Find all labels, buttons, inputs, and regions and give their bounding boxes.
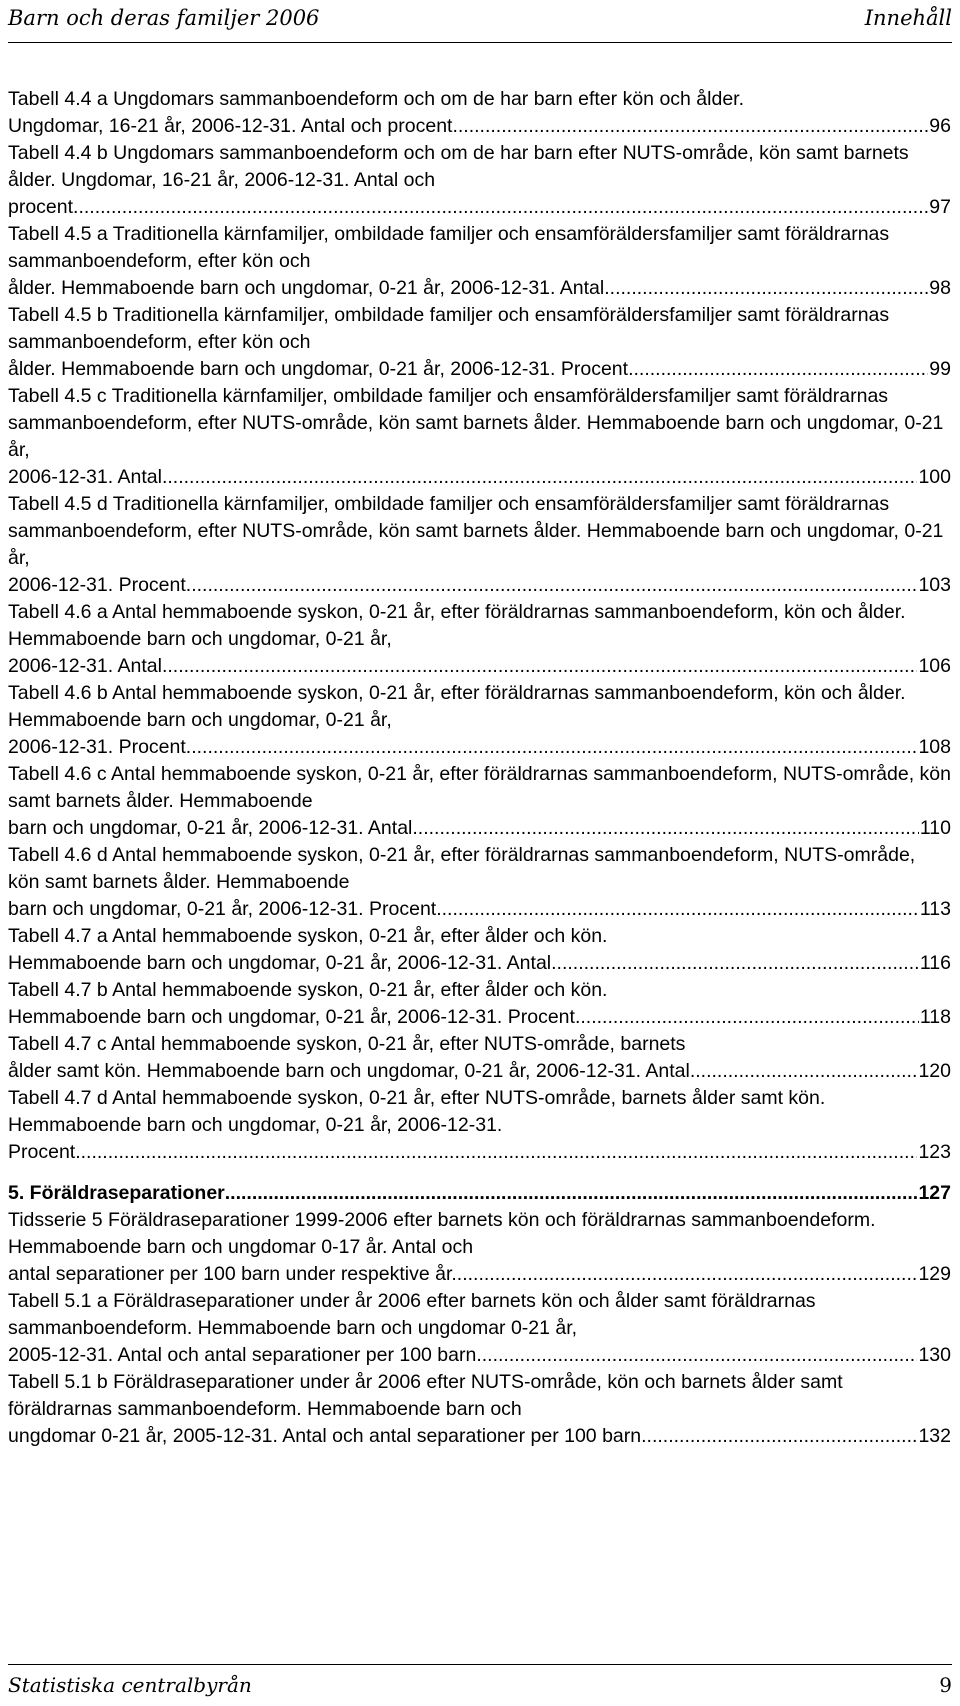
toc-entry[interactable] (8, 1031, 951, 1085)
toc-page-number: 108 (918, 736, 951, 758)
toc-page-number: 113 (919, 898, 951, 920)
toc-entry-text: Tabell 4.6 a Antal hemmaboende syskon, 0-21 år, efter föräldrarnas sammanboendeform, kön och ålder. Hemmaboende barn och ungdomar, 0-21 år, (8, 601, 906, 650)
toc-entry-text: Tabell 4.6 d Antal hemmaboende syskon, 0-21 år, efter föräldrarnas sammanboendeform, NUTS-område, kön samt barnets ålder. Hemmaboende (8, 844, 916, 893)
toc-entry-text: Tabell 4.7 c Antal hemmaboende syskon, 0-21 år, efter NUTS-område, barnets (8, 1033, 686, 1055)
toc-entry-last-line: Procent (8, 1141, 76, 1163)
toc-entry-text: Tabell 4.5 a Traditionella kärnfamiljer, ombildade familjer och ensamföräldersfamiljer samt föräldrarnas sammanboendeform, efter kön och (8, 223, 890, 272)
toc-entry-last-line: ungdomar 0-21 år, 2005-12-31. Antal och antal separationer per 100 barn (8, 1425, 642, 1447)
dot-leader (75, 1139, 917, 1166)
toc-entry-text: Tabell 4.7 d Antal hemmaboende syskon, 0-21 år, efter NUTS-område, barnets ålder samt kön. Hemmaboende barn och ungdomar, 0-21 år, 2006-12-31. (8, 1087, 826, 1136)
dot-leader (457, 1261, 918, 1288)
toc-entry-last-line: ålder samt kön. Hemmaboende barn och ungdomar, 0-21 år, 2006-12-31. Antal (8, 1060, 690, 1082)
page-footer (8, 1664, 952, 1705)
toc-entry-last-line: antal separationer per 100 barn under respektive år. (8, 1263, 457, 1285)
toc-page-number: 116 (919, 952, 951, 974)
toc-entry[interactable] (8, 302, 951, 383)
toc-page-number: 130 (918, 1344, 951, 1366)
toc-entry[interactable] (8, 599, 951, 680)
dot-leader (412, 815, 919, 842)
dot-leader (186, 572, 918, 599)
toc-page-number: 129 (918, 1263, 951, 1285)
footer-page-number: 9 (939, 1673, 952, 1697)
toc-page-number: 97 (929, 196, 951, 218)
toc-page-number: 118 (919, 1006, 951, 1028)
toc-page-number: 127 (918, 1182, 951, 1204)
page-header (8, 6, 952, 43)
toc-entry[interactable] (8, 1369, 951, 1450)
toc-page-number: 100 (918, 466, 951, 488)
toc-entry-text: Tabell 5.1 a Föräldraseparationer under år 2006 efter barnets kön och ålder samt föräldrarnas sammanboendeform. Hemmaboende barn och ungdomar 0-21 år, (8, 1290, 816, 1339)
dot-leader (628, 356, 928, 383)
toc-entry-text: Tabell 5.1 b Föräldraseparationer under år 2006 efter NUTS-område, kön och barnets ålder samt föräldrarnas sammanboendeform. Hemmaboende barn och (8, 1371, 843, 1420)
toc-entry[interactable] (8, 977, 951, 1031)
toc-entry[interactable] (8, 761, 951, 842)
toc-page-number: 98 (929, 277, 951, 299)
toc-entry[interactable] (8, 680, 951, 761)
footer-publisher: Statistiska centralbyrån (8, 1673, 252, 1697)
toc-entry-last-line: 2005-12-31. Antal och antal separationer per 100 barn (8, 1344, 477, 1366)
toc-entry[interactable] (8, 86, 951, 140)
toc-entry-text: Tabell 4.7 b Antal hemmaboende syskon, 0-21 år, efter ålder och kön. (8, 979, 608, 1001)
toc-entry[interactable] (8, 842, 951, 923)
toc-entry-last-line: procent (8, 196, 74, 218)
dot-leader (476, 1342, 917, 1369)
toc-page-number: 103 (918, 574, 951, 596)
toc-entry-last-line: Ungdomar, 16-21 år, 2006-12-31. Antal och procent (8, 115, 453, 137)
toc-page-number: 123 (918, 1141, 951, 1163)
table-of-contents (8, 86, 951, 1450)
toc-entry-text: Tabell 4.4 a Ungdomars sammanboendeform och om de har barn efter kön och ålder. (8, 88, 745, 110)
toc-entry-text: Tabell 4.5 c Traditionella kärnfamiljer, ombildade familjer och ensamföräldersfamiljer samt föräldrarnas sammanboendeform, efter NUTS-område, kön samt barnets ålder. Hemmaboende barn och ungdomar, 0-21 år, (8, 385, 944, 461)
toc-entry[interactable] (8, 1288, 951, 1369)
toc-page-number: 132 (918, 1425, 951, 1447)
dot-leader (641, 1423, 917, 1450)
toc-entry-text: Tabell 4.5 d Traditionella kärnfamiljer, ombildade familjer och ensamföräldersfamiljer samt föräldrarnas sammanboendeform, efter NUTS-område, kön samt barnets ålder. Hemmaboende barn och ungdomar, 0-21 år, (8, 493, 944, 569)
dot-leader (690, 1058, 918, 1085)
toc-entry[interactable] (8, 140, 951, 221)
dot-leader (436, 896, 919, 923)
toc-page-number: 110 (919, 817, 951, 839)
header-section: Innehåll (864, 6, 952, 30)
dot-leader (162, 464, 918, 491)
toc-entry-text: Tidsserie 5 Föräldraseparationer 1999-2006 efter barnets kön och föräldrarnas sammanboendeform. Hemmaboende barn och ungdomar 0-17 år. Antal och (8, 1209, 876, 1258)
toc-entry-text: Tabell 4.4 b Ungdomars sammanboendeform och om de har barn efter NUTS-område, kön samt barnets ålder. Ungdomar, 16-21 år, 2006-12-31. Antal och (8, 142, 909, 191)
toc-entry-last-line: 2006-12-31. Procent (8, 574, 186, 596)
toc-entry[interactable] (8, 1085, 951, 1166)
toc-entry-text: Tabell 4.6 b Antal hemmaboende syskon, 0-21 år, efter föräldrarnas sammanboendeform, kön och ålder. Hemmaboende barn och ungdomar, 0-21 år, (8, 682, 906, 731)
dot-leader (73, 194, 928, 221)
toc-entry-last-line: 2006-12-31. Procent (8, 736, 186, 758)
dot-leader (575, 1004, 919, 1031)
toc-entry-last-line: Hemmaboende barn och ungdomar, 0-21 år, 2006-12-31. Procent (8, 1006, 575, 1028)
toc-entry[interactable] (8, 491, 951, 599)
toc-entry-last-line: Hemmaboende barn och ungdomar, 0-21 år, 2006-12-31. Antal (8, 952, 552, 974)
dot-leader (186, 734, 918, 761)
toc-entry-last-line: barn och ungdomar, 0-21 år, 2006-12-31. Procent (8, 898, 437, 920)
toc-entry[interactable] (8, 221, 951, 302)
toc-entry-last-line: barn och ungdomar, 0-21 år, 2006-12-31. Antal (8, 817, 413, 839)
toc-entry-last-line: ålder. Hemmaboende barn och ungdomar, 0-21 år, 2006-12-31. Procent (8, 358, 629, 380)
toc-entry-last-line: 5. Föräldraseparationer (8, 1182, 225, 1204)
toc-entry-text: Tabell 4.5 b Traditionella kärnfamiljer, ombildade familjer och ensamföräldersfamiljer samt föräldrarnas sammanboendeform, efter kön och (8, 304, 890, 353)
dot-leader (162, 653, 918, 680)
toc-entry[interactable] (8, 383, 951, 491)
dot-leader (551, 950, 919, 977)
header-title: Barn och deras familjer 2006 (8, 6, 320, 30)
toc-page-number: 99 (929, 358, 951, 380)
toc-chapter-entry[interactable] (8, 1180, 951, 1207)
toc-page-number: 96 (929, 115, 951, 137)
toc-entry-last-line: ålder. Hemmaboende barn och ungdomar, 0-21 år, 2006-12-31. Antal (8, 277, 605, 299)
dot-leader (225, 1180, 918, 1207)
toc-entry[interactable] (8, 1207, 951, 1288)
toc-entry-last-line: 2006-12-31. Antal (8, 655, 162, 677)
toc-entry-text: Tabell 4.6 c Antal hemmaboende syskon, 0-21 år, efter föräldrarnas sammanboendeform, NUTS-område, kön samt barnets ålder. Hemmaboende (8, 763, 951, 812)
toc-entry[interactable] (8, 923, 951, 977)
dot-leader (604, 275, 928, 302)
toc-page-number: 120 (918, 1060, 951, 1082)
dot-leader (452, 113, 928, 140)
toc-entry-text: Tabell 4.7 a Antal hemmaboende syskon, 0-21 år, efter ålder och kön. (8, 925, 608, 947)
toc-page-number: 106 (918, 655, 951, 677)
toc-entry-last-line: 2006-12-31. Antal (8, 466, 162, 488)
